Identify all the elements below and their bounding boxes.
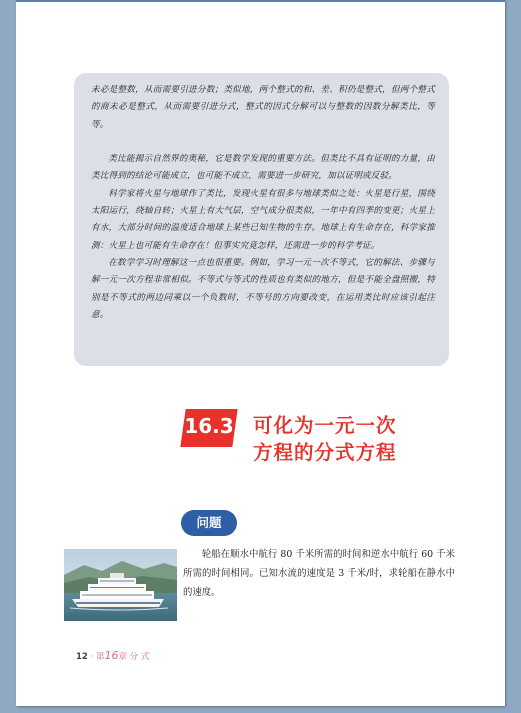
- note-paragraph-2: 类比能揭示自然界的奥秘，它是数学发现的重要方法。但类比不具有证明的力量，由类比得到的结论可能成立，也可能不成立，需要进一步研究，加以证明或反驳。: [91, 154, 435, 182]
- section-number: 16.3: [184, 414, 234, 438]
- section-title-line-2: 方程的分式方程: [253, 441, 397, 464]
- chapter-number: 16: [104, 649, 119, 662]
- note-paragraph-4: 在数学学习时理解这一点也很重要。例如，学习一元一次不等式，它的解法、步骤与解一元一次方程非常相似。不等式与等式的性质也有类似的地方，但是不能全盘照搬，特别是不等式的两边同乘以一个负数时，不等号的方向要改变，在运用类比时应该引起注意。: [91, 257, 435, 320]
- note-paragraph-3: 科学家将火星与地球作了类比，发现火星有很多与地球类似之处：火星是行星，围绕太阳运行，绕轴自转；火星上有大气层，空气成分很类似，一年中有四季的变更；火星上有水，大部分时间的温度适合地球上某些已知生物的生存。地球上有生命存在，科学家推测：火星上也可能有生命存在！但事实究竟怎样，还需进一步的科学考证。: [91, 188, 435, 251]
- chapter-suffix: 章 分 式: [118, 652, 150, 662]
- section-title-line-1: 可化为一元一次: [253, 414, 397, 437]
- page-number: 12: [76, 652, 88, 662]
- problem-label: 问题: [181, 510, 237, 536]
- note-paragraph-1: 未必是整数，从而需要引进分数；类似地，两个整式的和、差、积仍是整式，但两个整式的商未必是整式，从而需要引进分式，整式的因式分解可以与整数的因数分解类比，等等。: [91, 85, 435, 130]
- problem-text: [183, 545, 455, 602]
- section-title: [253, 412, 397, 466]
- reading-note-text: [91, 82, 435, 324]
- page-footer: [76, 649, 149, 662]
- ship-photo: [64, 549, 177, 621]
- problem-statement: 轮船在顺水中航行 80 千米所需的时间和逆水中航行 60 千米所需的时间相同。已知水流的速度是 3 千米/时，求轮船在静水中的速度。: [183, 549, 455, 598]
- top-border: [16, 0, 505, 2]
- chapter-prefix: · 第: [90, 652, 105, 662]
